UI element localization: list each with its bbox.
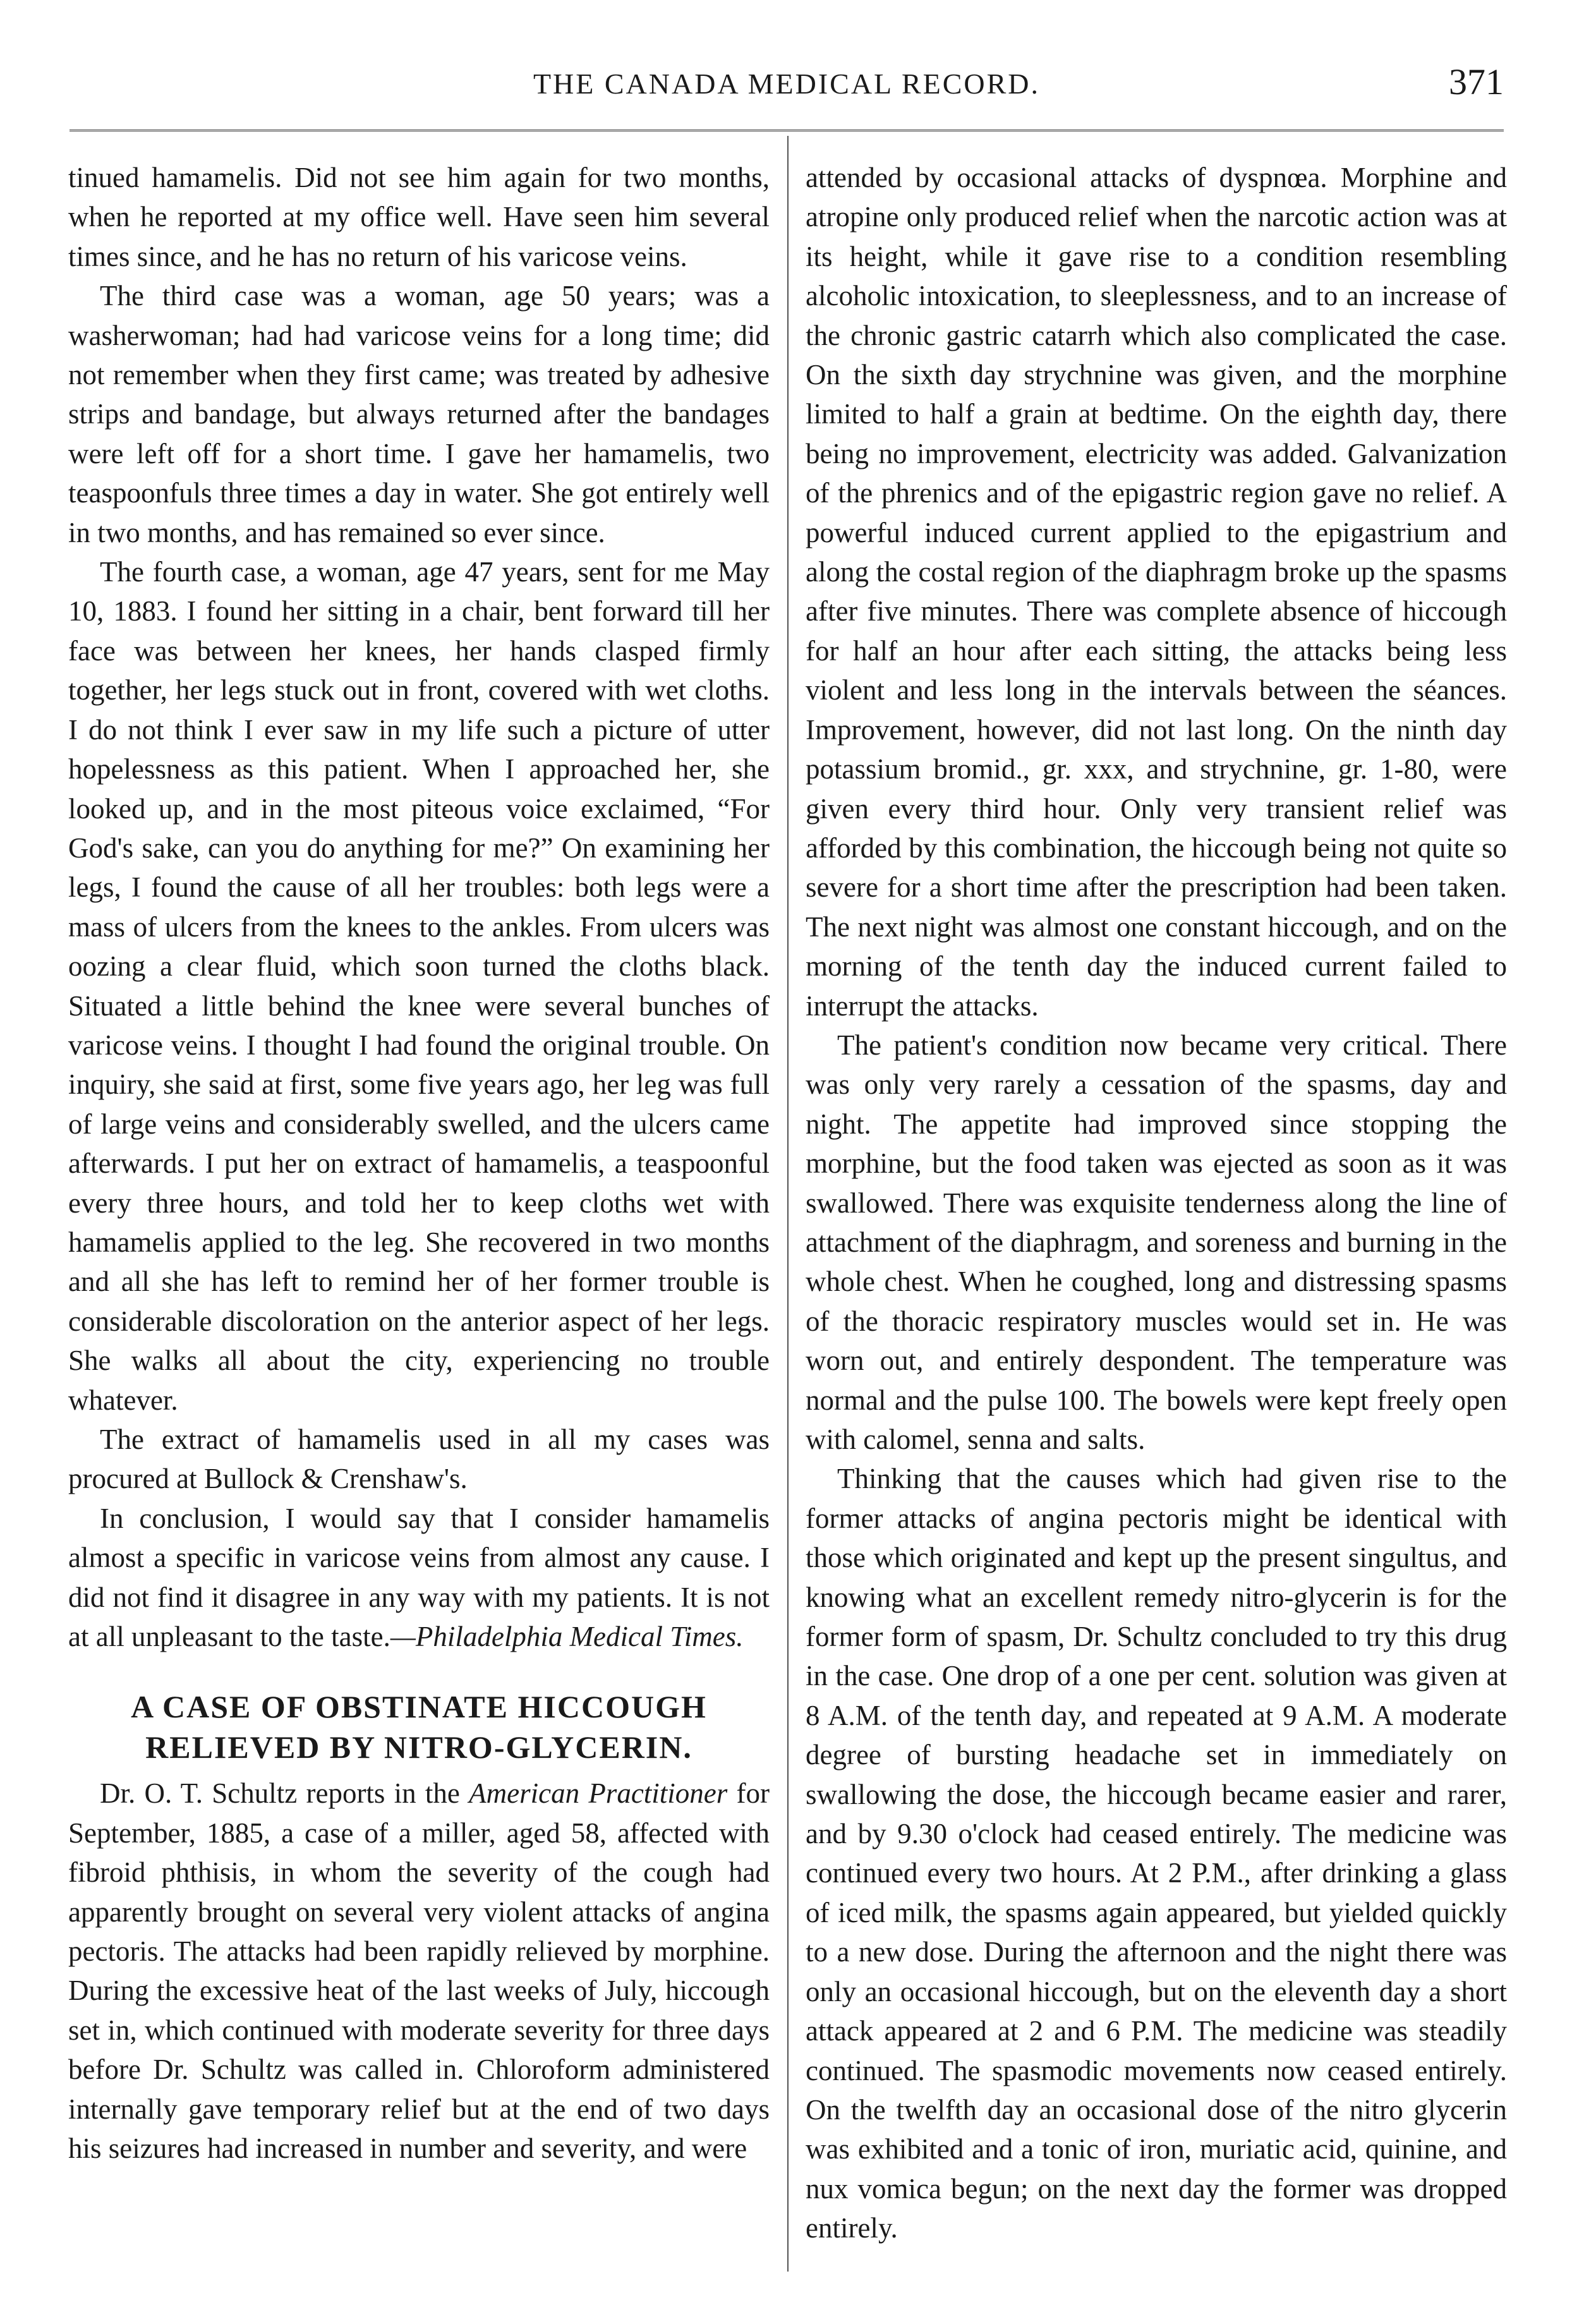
article-heading: A CASE OF OBSTINATE HICCOUGH RELIEVED BY NITRO-GLYCERIN. <box>131 1689 707 1765</box>
running-head <box>70 61 1504 118</box>
article-journal-name: American Practitioner <box>469 1777 728 1810</box>
column-divider <box>787 136 789 2272</box>
paragraph-continued-case: tinued hamamelis. Did not see him again for two months, when he reported at my office well. Have seen him several times since, and he has no return of his varicose veins. <box>68 162 770 272</box>
paragraph-conclusion <box>68 1499 770 1657</box>
conclusion-source: —Philadelphia Medical Times. <box>390 1621 744 1653</box>
paragraph-third-case: The third case was a woman, age 50 years; was a washerwoman; had had varicose veins for a long time; did not remember when they first came; was treated by adhesive strips and bandage, but always returned after the bandages were left off for a short time. I gave her hamamelis, two teaspoonfuls three times a day in water. She got entirely well in two months, and has remained so ever since. <box>68 280 770 548</box>
paragraph-critical-condition: The patient's condition now became very critical. There was only very rarely a cessation of the spasms, day and night. The appetite had improved since stopping the morphine, but the food taken was ejected as soon as it was swallowed. There was exquisite tenderness along the line of attachment of the diaphragm, and soreness and burning in the whole chest. When he coughed, long and distressing spasms of the thoracic respiratory muscles would set in. He was worn out, and entirely despondent. The temperature was normal and the pulse 100. The bowels were kept freely open with calomel, senna and salts. <box>806 1029 1507 1455</box>
journal-title: THE CANADA MEDICAL RECORD. <box>533 68 1041 100</box>
paragraph-extract-source: The extract of hamamelis used in all my cases was procured at Bullock & Crenshaw's. <box>68 1424 770 1495</box>
article-lead-start: Dr. O. T. Schultz reports in the <box>100 1777 460 1810</box>
article-lead-rest: for September, 1885, a case of a miller, aged 58, affected with fibroid phthisis, in whom the severity of the cough had apparently brought on several very violent attacks of angina pectoris. The attacks had been rapidly relieved by morphine. During the excessive heat of the last weeks of July, hiccough set in, which continued with moderate severity for three days before Dr. Schultz was called in. Chloroform administered internally gave temporary relief but at the end of two days his seizures had increased in number and severity, and were <box>68 1777 770 2165</box>
right-column <box>806 158 1507 2248</box>
paragraph-article-lead <box>68 1774 770 2168</box>
left-column <box>68 158 770 2169</box>
paragraph-dyspnoea: attended by occasional attacks of dyspnœa. Morphine and atropine only produced relief when the narcotic action was at its height, while it gave rise to a condition resembling alcoholic intoxication, to sleeplessness, and to an increase of the chronic gastric catarrh which also complicated the case. On the sixth day strychnine was given, and the morphine limited to half a grain at bedtime. On the eighth day, there being no improvement, electricity was added. Galvanization of the phrenics and of the epigastric region gave no relief. A powerful induced current applied to the epigastrium and along the costal region of the diaphragm broke up the spasms after five minutes. There was complete absence of hiccough for half an hour after each sitting, the attacks being less violent and less long in the intervals between the séances. Improvement, however, did not last long. On the ninth day potassium bromid., gr. xxx, and strychnine, gr. 1-80, were given every third hour. Only very transient relief was afforded by this combination, the hiccough being not quite so severe for a short time after the prescription had been taken. The next night was almost one constant hiccough, and on the morning of the tenth day the induced current failed to interrupt the attacks. <box>806 162 1507 1022</box>
conclusion-text: In conclusion, I would say that I consider hamamelis almost a specific in varicose veins from almost any cause. I did not find it disagree in any way with my patients. It is not at all unpleasant to the taste. <box>68 1502 770 1653</box>
paragraph-fourth-case: The fourth case, a woman, age 47 years, sent for me May 10, 1883. I found her sitting in a chair, bent forward till her face was between her knees, her hands clasped firmly together, her legs stuck out in front, covered with wet cloths. I do not think I ever saw in my life such a picture of utter hopelessness as this patient. When I approached her, she looked up, and in the most piteous voice exclaimed, “For God's sake, can you do anything for me?” On examining her legs, I found the cause of all her troubles: both legs were a mass of ulcers from the knees to the ankles. From ulcers was oozing a clear fluid, which soon turned the cloths black. Situated a little behind the knee were several bunches of varicose veins. I thought I had found the original trouble. On inquiry, she said at first, some five years ago, her leg was full of large veins and considerably swelled, and the ulcers came afterwards. I put her on extract of hamamelis, a teaspoonful every three hours, and told her to keep cloths wet with hamamelis applied to the leg. She recovered in two months and all she has left to remind her of her former trouble is considerable discoloration on the anterior aspect of her legs. She walks all about the city, experiencing no trouble whatever. <box>68 556 770 1416</box>
page-number: 371 <box>1449 61 1504 102</box>
header-rule <box>70 130 1504 131</box>
paragraph-nitro-glycerin: Thinking that the causes which had given rise to the former attacks of angina pectoris might be identical with those which originated and kept up the present singultus, and knowing what an excellent remedy nitro-glycerin is for the former form of spasm, Dr. Schultz concluded to try this drug in the case. One drop of a one per cent. solution was given at 8 A.M. of the tenth day, and repeated at 9 A.M. A moderate degree of bursting headache set in immediately on swallowing the dose, the hiccough became easier and rarer, and by 9.30 o'clock had ceased entirely. The medicine was continued every two hours. At 2 P.M., after drinking a glass of iced milk, the spasms again appeared, but yielded quickly to a new dose. During the afternoon and the night there was only an occasional hiccough, but on the eleventh day a short attack appeared at 2 and 6 P.M. The medicine was steadily continued. The spasmodic movements now ceased entirely. On the twelfth day an occasional dose of the nitro glycerin was exhibited and a tonic of iron, muriatic acid, quinine, and nux vomica begun; on the next day the former was dropped entirely. <box>806 1463 1507 2244</box>
